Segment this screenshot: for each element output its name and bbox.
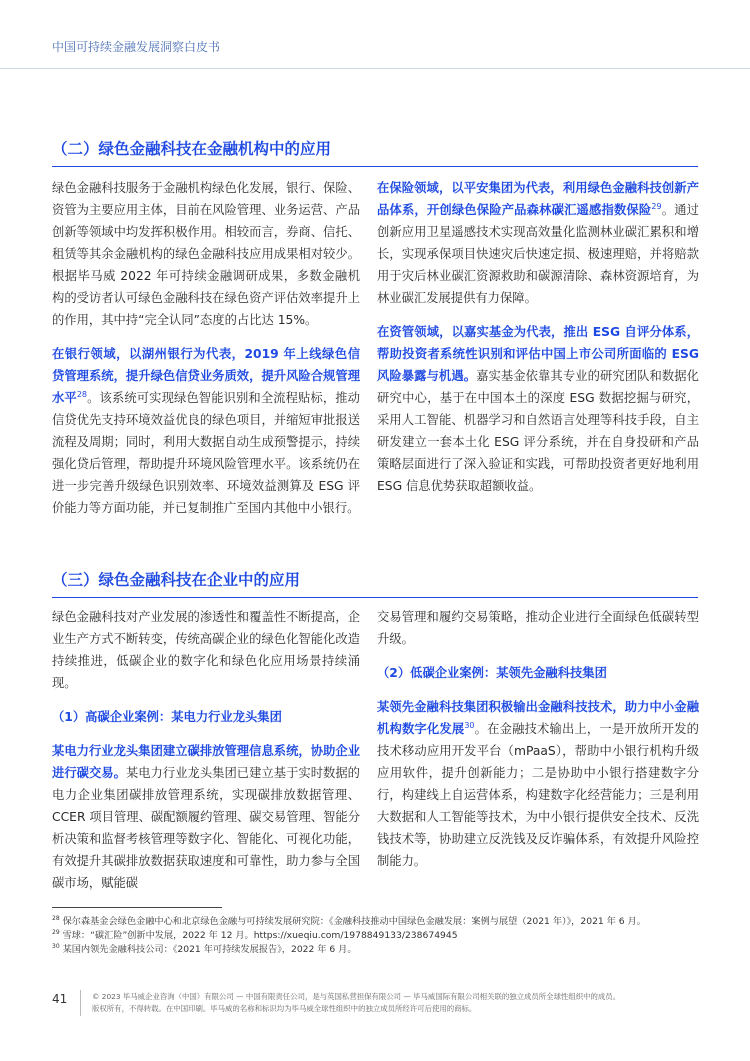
copyright-notice xyxy=(92,991,712,1015)
paragraph-power-group-continued: 交易管理和履约交易策略，推动企业进行全面绿色低碳转型升级。 xyxy=(377,610,699,646)
section2-left-column xyxy=(52,177,360,531)
footnote-text[interactable]: 雪球：“碳汇险”创新中发展，2022 年 12 月。https://xueqiu.com/1978849133/238674945 xyxy=(62,930,458,941)
footnote-text: 某国内领先金融科技公司：《2021 年可持续发展报告》，2022 年 6 月。 xyxy=(62,944,357,955)
footnote-number: 28 xyxy=(52,914,60,922)
highlight-insurance: 在保险领域，以平安集团为代表，利用绿色金融科技创新产品体系，开创绿色保险产品森林碳汇遥感指数保险 xyxy=(377,181,699,217)
paragraph-banking xyxy=(52,343,360,519)
footnote-ref-29[interactable]: 29 xyxy=(651,201,662,211)
footnote-divider xyxy=(52,907,222,908)
paragraph-power-group-body: 某电力行业龙头集团已建立基于实时数据的电力企业集团碳排放管理系统，实现碳排放数据管理、CCER 项目管理、碳配额履约管理、碳交易管理、智能分析决策和监督考核管理等数字化、智能化、可视化功能，有效提升其碳排放数据获取速度和可靠性，助力参与全国碳市场，赋能碳 xyxy=(52,766,360,890)
footnote-text: 保尔森基金会绿色金融中心和北京绿色金融与可持续发展研究院：《金融科技推动中国绿色金融发展：案例与展望（2021 年）》，2021 年 6 月。 xyxy=(62,916,646,927)
footnote-item xyxy=(52,943,712,957)
paragraph-enterprise-overview: 绿色金融科技对产业发展的渗透性和覆盖性不断提高，企业生产方式不断转变，传统高碳企业的绿色化智能化改造持续推进，低碳企业的数字化和绿色化应用场景持续涌现。 xyxy=(52,610,360,690)
copyright-line: 版权所有，不得转载。在中国印刷。毕马威的名称和标识均为毕马威全球性组织中的独立成员所经许可后使用的商标。 xyxy=(92,1004,477,1013)
footnote-number: 30 xyxy=(52,942,60,950)
paragraph-fintech-group-body: 。在金融技术输出上，一是开放所开发的技术移动应用开发平台（mPaaS），帮助中小银行机构升级应用软件，提升创新能力；二是协助中小银行搭建数字分行，构建线上自运营体系，构建数字化经营能力；三是利用大数据和人工智能等技术，为中小银行提供安全技术、反洗钱技术等，协助建立反洗钱及反诈骗体系，有效提升风险控制能力。 xyxy=(377,722,699,868)
subheading-low-carbon-case: （2）低碳企业案例：某领先金融科技集团 xyxy=(377,666,607,680)
paragraph-asset-management xyxy=(377,321,699,497)
section3-right-column xyxy=(377,606,699,884)
section2-right-column xyxy=(377,177,699,509)
paragraph-banking-body: 。该系统可实现绿色智能识别和全流程贴标，推动信贷优先支持环境效益优良的绿色项目，并缩短审批报送流程及周期；同时，利用大数据自动生成预警提示，持续强化贷后管理，帮助提升环境风险管理水平。该系统仍在进一步完善升级绿色识别效率、环境效益测算及 ESG 评价能力等方面功能，并已复制推广至国内其他中小银行。 xyxy=(52,391,360,515)
subheading-high-carbon-case: （1）高碳企业案例：某电力行业龙头集团 xyxy=(52,710,282,724)
footnote-ref-28[interactable]: 28 xyxy=(76,389,88,399)
paragraph-insurance xyxy=(377,177,699,309)
paragraph-insurance-body: 。通过创新应用卫星遥感技术实现高效量化监测林业碳汇累积和增长，实现承保项目快速灾后快速定损、极速理赔，并将赔款用于灾后林业碳汇资源救助和碳源清除、森林资源培育，为林业碳汇发展提供有力保障。 xyxy=(377,203,699,305)
copyright-line: © 2023 毕马威企业咨询（中国）有限公司 — 中国有限责任公司，是与英国私营担保有限公司 — 毕马威国际有限公司相关联的独立成员所全球性组织中的成员。 xyxy=(92,992,621,1001)
paragraph-fintech-group xyxy=(377,696,699,872)
paragraph-overview: 绿色金融科技服务于金融机构绿色化发展，银行、保险、资管为主要应用主体，目前在风险管理、业务运营、产品创新等领域中均发挥积极作用。相较而言，券商、信托、租赁等其余金融机构的绿色金融科技应用成果相对较少。根据毕马威 2022 年可持续金融调研成果，多数金融机构的受访者认可绿色金融科技在绿色资产评估效率提升上的作用，其中持“完全认同”态度的占比达 15%。 xyxy=(52,181,360,327)
paragraph-power-group xyxy=(52,740,360,894)
section-title-enterprises: （三）绿色金融科技在企业中的应用 xyxy=(52,568,698,598)
footnote-number: 29 xyxy=(52,928,60,936)
page-number: 41 xyxy=(52,992,68,1006)
section-title-financial-institutions: （二）绿色金融科技在金融机构中的应用 xyxy=(52,137,698,167)
running-header: 中国可持续金融发展洞察白皮书 xyxy=(52,40,221,54)
highlight-fintech-group: 某领先金融科技集团积极输出金融科技技术，助力中小金融机构数字化发展 xyxy=(377,700,699,736)
footnote-item xyxy=(52,915,712,929)
footnote-item xyxy=(52,929,712,943)
paragraph-asset-management-body: 嘉实基金依靠其专业的研究团队和数据化研究中心，基于在中国本土的深度 ESG 数据挖掘与研究，采用人工智能、机器学习和自然语言处理等科技手段，自主研发建立一套本土化 ESG 评分系统，并在自身投研和产品策略层面进行了深入验证和实践，可帮助投资者更好地利用 ESG 信息优势获取超额收益。 xyxy=(377,369,699,493)
highlight-banking: 在银行领域，以湖州银行为代表，2019 年上线绿色信贷管理系统，提升绿色信贷业务质效，提升风险合规管理水平 xyxy=(52,347,360,405)
section3-left-column xyxy=(52,606,360,906)
footnotes xyxy=(52,915,712,957)
footnote-ref-30[interactable]: 30 xyxy=(464,720,475,730)
footer-divider xyxy=(80,990,81,1016)
header-divider xyxy=(0,68,750,69)
highlight-power-group: 某电力行业龙头集团建立碳排放管理信息系统，协助企业进行碳交易。 xyxy=(52,744,360,780)
highlight-asset-management: 在资管领域，以嘉实基金为代表，推出 ESG 自评分体系，帮助投资者系统性识别和评估中国上市公司所面临的 ESG 风险暴露与机遇。 xyxy=(377,325,699,383)
